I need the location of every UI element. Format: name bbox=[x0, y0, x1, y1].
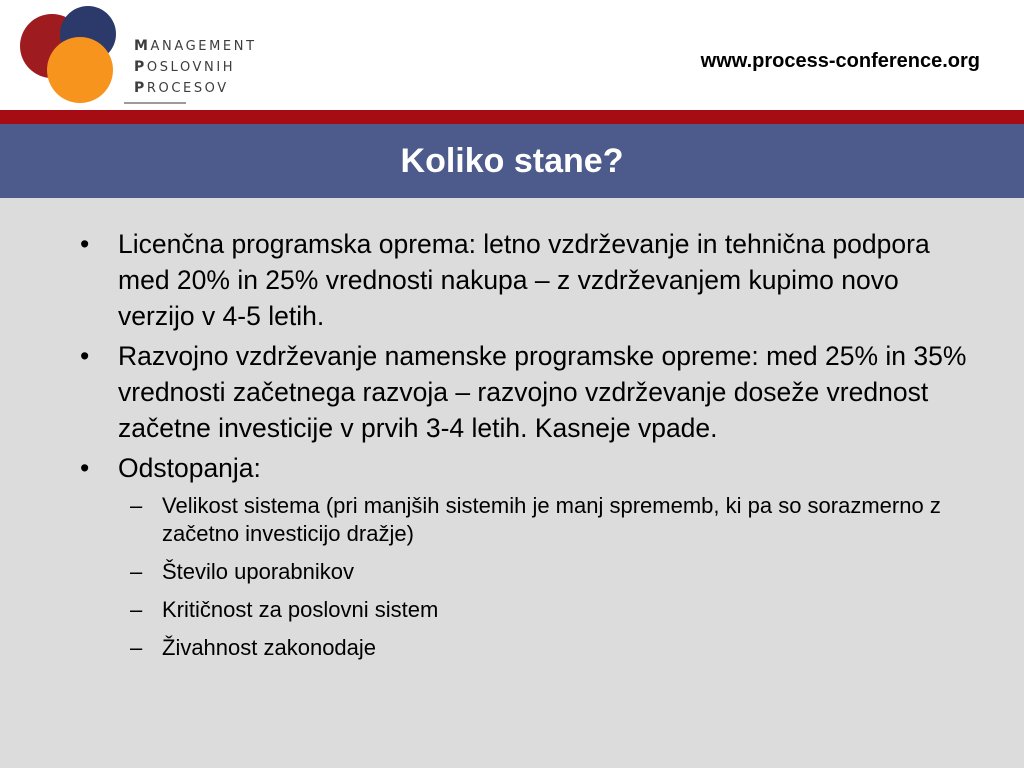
bullet-marker: • bbox=[80, 229, 90, 259]
logo-line-2: POSLOVNIH bbox=[134, 59, 236, 75]
sub-bullet-marker: – bbox=[130, 597, 143, 622]
title-bar bbox=[0, 124, 1024, 198]
bullet-marker: • bbox=[80, 341, 90, 371]
logo-line-3: PROCESOV bbox=[134, 80, 229, 96]
header-divider-bar bbox=[0, 110, 1024, 124]
sub-bullet-text: Kritičnost za poslovni sistem bbox=[162, 597, 439, 622]
sub-bullet-text: Živahnost zakonodaje bbox=[162, 635, 377, 660]
bullet-text: Odstopanja: bbox=[118, 453, 261, 483]
bullet-text: Razvojno vzdrževanje namenske programske opreme: med 25% in 35% vrednosti začetnega razvoja – razvojno vzdrževanje doseže vrednost začetne investicije v prvih 3-4 letih. Kasneje vpade. bbox=[118, 341, 967, 443]
bullet-item bbox=[80, 338, 980, 446]
slide-header bbox=[0, 0, 1024, 110]
bullet-text: Licenčna programska oprema: letno vzdrževanje in tehnična podpora med 20% in 25% vrednosti nakupa – z vzdrževanjem kupimo novo verzijo v 4-5 letih. bbox=[118, 229, 930, 331]
bullet-marker: • bbox=[80, 453, 90, 483]
sub-bullet-text: Velikost sistema (pri manjših sistemih je manj sprememb, ki pa so sorazmerno z začetno investicijo dražje) bbox=[162, 493, 941, 546]
sub-bullet-marker: – bbox=[130, 635, 143, 660]
logo-wordmark bbox=[134, 36, 257, 99]
sub-bullet-item bbox=[118, 558, 980, 586]
conference-logo-icon bbox=[20, 4, 130, 108]
bullet-item bbox=[80, 450, 980, 662]
sub-bullet-item bbox=[118, 492, 980, 548]
bullet-item bbox=[80, 226, 980, 334]
slide-title: Koliko stane? bbox=[400, 141, 624, 180]
slide-content bbox=[80, 226, 980, 672]
sub-bullet-marker: – bbox=[130, 559, 143, 584]
bullet-list bbox=[80, 226, 980, 662]
sub-bullet-item bbox=[118, 596, 980, 624]
website-url: www.process-conference.org bbox=[700, 50, 980, 72]
logo-line-1: MANAGEMENT bbox=[134, 38, 257, 54]
sub-bullet-item bbox=[118, 634, 980, 662]
logo-orange-circle bbox=[47, 37, 113, 103]
sub-bullet-marker: – bbox=[130, 493, 143, 518]
sub-bullet-text: Število uporabnikov bbox=[162, 559, 355, 584]
sub-bullet-list bbox=[118, 492, 980, 662]
logo-underline bbox=[124, 102, 186, 104]
